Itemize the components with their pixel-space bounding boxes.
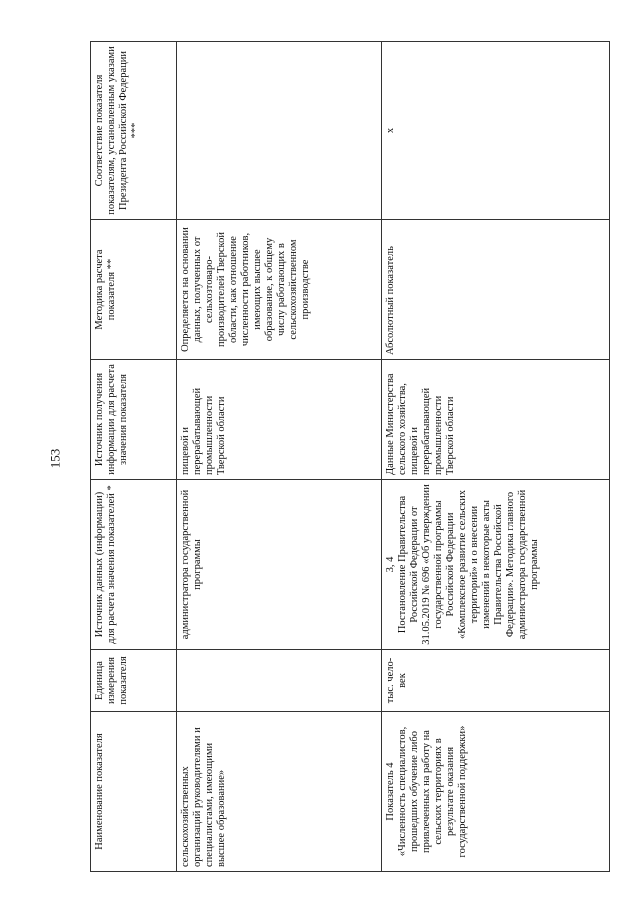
cell-unit [177,650,382,712]
rotated-table-container [90,42,610,872]
indicators-table [90,41,610,872]
header-compliance: Соответствие показателя показателям, установленным указами Президента Российской Федерации *** [91,42,177,220]
cell-name: сельскохозяйственных организаций руководителями и специалистами, имеющими высшее образование» [177,712,382,872]
table-header-row [91,42,177,872]
indicator-name: «Численность специалистов, прошедших обучение либо привлеченных на работу на сельских территориях в результате оказания государственной поддержки» [397,725,468,858]
cell-method: Определяется на основании данных, полученных от сельхозтоваро-производителей Тверской области, как отношение численности работников, имеющих высшее образование, к общему числу работающих в сельскохозяйственном производстве [177,220,382,360]
header-source-data: Источник данных (информации) для расчета значения показателей * [91,480,177,650]
cell-compliance: х [382,42,610,220]
cell-source-data: администратора государственной программы [177,480,382,650]
cell-unit: тыс. чело-век [382,650,610,712]
source-data-ref: 3, 4 [385,556,396,573]
cell-source-data [382,480,610,650]
indicator-title: Показатель 4 [385,762,396,821]
cell-method: Абсолютный показатель [382,220,610,360]
cell-compliance [177,42,382,220]
header-name: Наименование показателя [91,712,177,872]
header-unit: Единица измерения показателя [91,650,177,712]
cell-source-info: пищевой и перерабатывающей промышленности Тверской области [177,360,382,480]
table-row [177,42,382,872]
page-number: 153 [47,448,63,469]
source-data-text: Постановление Правительства Российской Федерации от 31.05.2019 № 696 «Об утверждении государственной программы Российской Федерации «Комплексное развитие сельских территорий» и о внесении изменений в некоторые акты Правительства Российской Федерации». Методика главного администратора государственной программы [397,484,540,645]
header-method: Методика расчета показателя ** [91,220,177,360]
header-source-info: Источник получения информации для расчета значения показателя [91,360,177,480]
cell-source-info: Данные Министерства сельского хозяйства, пищевой и перерабатывающей промышленности Тверской области [382,360,610,480]
table-row [382,42,610,872]
cell-name [382,712,610,872]
